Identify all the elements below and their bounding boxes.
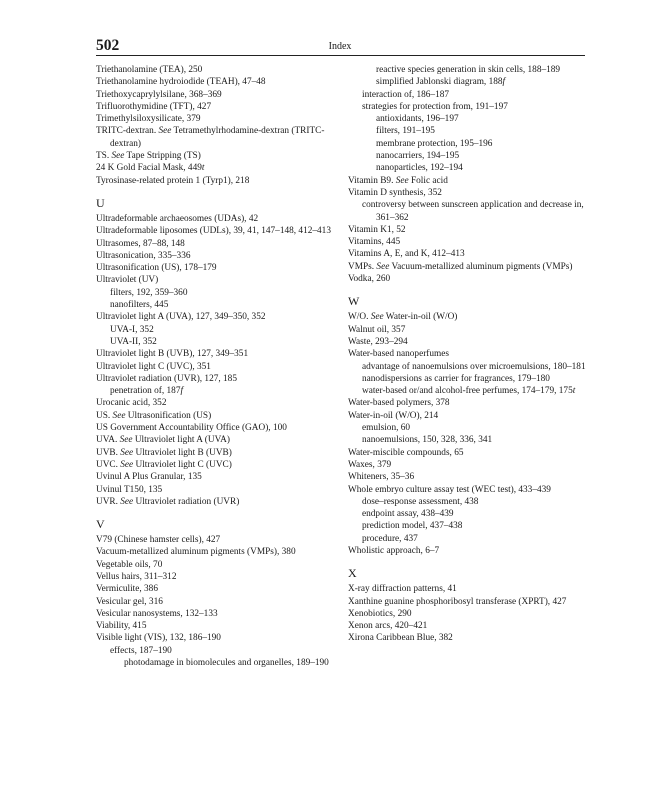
index-subentry: membrane protection, 195–196 xyxy=(376,138,493,149)
index-entry: Ultraviolet light C (UVC), 351 xyxy=(96,361,211,372)
index-entry: TRITC-dextran. See Tetramethylrhodamine-dextran (TRITC-dextran) xyxy=(96,126,325,149)
index-entry: Water-in-oil (W/O), 214 xyxy=(348,410,439,421)
index-entry: Xenobiotics, 290 xyxy=(348,608,412,619)
index-entry: Vermiculite, 386 xyxy=(96,584,158,595)
index-entry: Triethoxycaprylylsilane, 368–369 xyxy=(96,89,222,100)
section-letter: X xyxy=(348,566,357,581)
index-entry: Waxes, 379 xyxy=(348,459,392,470)
header-rule xyxy=(96,55,585,56)
index-entry: Water-based nanoperfumes xyxy=(348,349,450,360)
index-entry: Vegetable oils, 70 xyxy=(96,559,163,570)
section-letter: W xyxy=(348,294,360,309)
index-entry: Vitamin B9. See Folic acid xyxy=(348,175,448,186)
index-subentry: nanodispersions as carrier for fragrances, 179–180 xyxy=(362,373,550,384)
index-entry: Tyrosinase-related protein 1 (Tyrp1), 218 xyxy=(96,175,250,186)
index-column-left xyxy=(96,64,336,669)
index-subentry: filters, 191–195 xyxy=(376,126,435,137)
index-entry: Visible light (VIS), 132, 186–190 xyxy=(96,633,221,644)
index-entry: Urocanic acid, 352 xyxy=(96,398,167,409)
index-subentry: UVA-I, 352 xyxy=(110,324,154,335)
index-entry: Triethanolamine (TEA), 250 xyxy=(96,65,203,75)
index-subentry: UVA-II, 352 xyxy=(110,336,157,347)
index-entry: Ultraviolet (UV) xyxy=(96,275,159,286)
index-subentry: water-based or/and alcohol-free perfumes, 174–179, 175t xyxy=(362,386,576,397)
index-entry: Whiteners, 35–36 xyxy=(348,472,415,483)
index-entry: Ultradeformable liposomes (UDLs), 39, 41, 147–148, 412–413 xyxy=(96,226,331,237)
index-entry: UVB. See Ultraviolet light B (UVB) xyxy=(96,447,232,458)
index-entry: Viability, 415 xyxy=(96,621,147,632)
page-number: 502 xyxy=(96,37,120,54)
index-subentry: nanocarriers, 194–195 xyxy=(376,151,460,162)
index-subentry: antioxidants, 196–197 xyxy=(376,114,459,125)
index-entry: Triethanolamine hydroiodide (TEAH), 47–48 xyxy=(96,77,266,88)
index-entry: Walnut oil, 357 xyxy=(348,324,406,335)
index-entry: Uvinul T150, 135 xyxy=(96,484,163,495)
index-subentry: nanofilters, 445 xyxy=(110,300,169,311)
index-entry: V79 (Chinese hamster cells), 427 xyxy=(96,535,221,546)
index-entry: Ultrasonification (US), 178–179 xyxy=(96,263,217,274)
index-entry: Vesicular gel, 316 xyxy=(96,596,163,607)
index-subentry: emulsion, 60 xyxy=(362,423,411,434)
index-entry: W/O. See Water-in-oil (W/O) xyxy=(348,312,458,323)
index-entry: Vellus hairs, 311–312 xyxy=(96,571,177,582)
index-subentry: prediction model, 437–438 xyxy=(362,521,463,532)
index-entry: Vitamin K1, 52 xyxy=(348,224,406,235)
index-entry: Vacuum-metallized aluminum pigments (VMPs), 380 xyxy=(96,547,296,558)
index-entry: TS. See Tape Stripping (TS) xyxy=(96,151,201,162)
index-entry: X-ray diffraction patterns, 41 xyxy=(348,584,457,595)
index-entry: Ultraviolet radiation (UVR), 127, 185 xyxy=(96,373,237,384)
index-entry: Xanthine guanine phosphoribosyl transferase (XPRT), 427 xyxy=(348,596,567,607)
index-entry: Wholistic approach, 6–7 xyxy=(348,545,440,556)
index-entry: UVC. See Ultraviolet light C (UVC) xyxy=(96,459,232,470)
index-entry: Uvinul A Plus Granular, 135 xyxy=(96,472,202,483)
index-entry: Trifluorothymidine (TFT), 427 xyxy=(96,101,212,112)
index-entry: Ultraviolet light B (UVB), 127, 349–351 xyxy=(96,349,249,360)
index-entry: Xirona Caribbean Blue, 382 xyxy=(348,633,453,644)
index-subentry: interaction of, 186–187 xyxy=(362,89,450,100)
index-subentry: strategies for protection from, 191–197 xyxy=(362,101,508,112)
section-letter: U xyxy=(96,195,105,210)
index-entry: Waste, 293–294 xyxy=(348,336,408,347)
index-entry: Vitamin D synthesis, 352 xyxy=(348,187,442,198)
index-entry: Whole embryo culture assay test (WEC test), 433–439 xyxy=(348,484,551,495)
index-subentry: photodamage in biomolecules and organelles, 189–190 xyxy=(124,658,329,669)
index-entry: Vesicular nanosystems, 132–133 xyxy=(96,608,218,619)
index-entry: Vodka, 260 xyxy=(348,274,391,285)
index-subentry: reactive species generation in skin cells, 188–189 xyxy=(376,65,561,75)
running-head: Index xyxy=(328,41,352,52)
index-subentry: dose–response assessment, 438 xyxy=(362,496,479,507)
section-letter: V xyxy=(96,517,105,532)
index-entry: US Government Accountability Office (GAO), 100 xyxy=(96,423,287,434)
index-subentry: nanoparticles, 192–194 xyxy=(376,163,463,174)
index-entry: Ultraviolet light A (UVA), 127, 349–350, 352 xyxy=(96,312,266,323)
index-entry: Water-miscible compounds, 65 xyxy=(348,447,464,458)
index-entry: Ultrasonication, 335–336 xyxy=(96,250,191,261)
index-entry: US. See Ultrasonification (US) xyxy=(96,410,212,421)
index-entry: UVA. See Ultraviolet light A (UVA) xyxy=(96,435,230,446)
index-subentry: penetration of, 187f xyxy=(110,386,184,397)
index-column-right xyxy=(348,64,591,645)
index-entry: 24 K Gold Facial Mask, 449t xyxy=(96,163,205,174)
index-entry: Ultradeformable archaeosomes (UDAs), 42 xyxy=(96,213,259,224)
index-subentry: simplified Jablonski diagram, 188f xyxy=(376,77,506,88)
index-subentry: endpoint assay, 438–439 xyxy=(362,509,454,520)
index-subentry: filters, 192, 359–360 xyxy=(110,287,188,298)
index-entry: VMPs. See Vacuum-metallized aluminum pigments (VMPs) xyxy=(348,261,573,272)
index-subentry: effects, 187–190 xyxy=(110,645,172,656)
index-entry: UVR. See Ultraviolet radiation (UVR) xyxy=(96,496,240,507)
index-entry: Ultrasomes, 87–88, 148 xyxy=(96,238,185,249)
index-subentry: procedure, 437 xyxy=(362,533,418,544)
index-entry: Xenon arcs, 420–421 xyxy=(348,621,428,632)
index-subentry: controversy between sunscreen application and decrease in, 361–362 xyxy=(362,200,584,223)
index-entry: Vitamins, 445 xyxy=(348,237,401,248)
index-entry: Water-based polymers, 378 xyxy=(348,398,450,409)
index-entry: Trimethylsiloxysilicate, 379 xyxy=(96,114,201,125)
index-subentry: advantage of nanoemulsions over microemulsions, 180–181 xyxy=(362,361,586,372)
index-entry: Vitamins A, E, and K, 412–413 xyxy=(348,249,465,260)
index-subentry: nanoemulsions, 150, 328, 336, 341 xyxy=(362,435,493,446)
